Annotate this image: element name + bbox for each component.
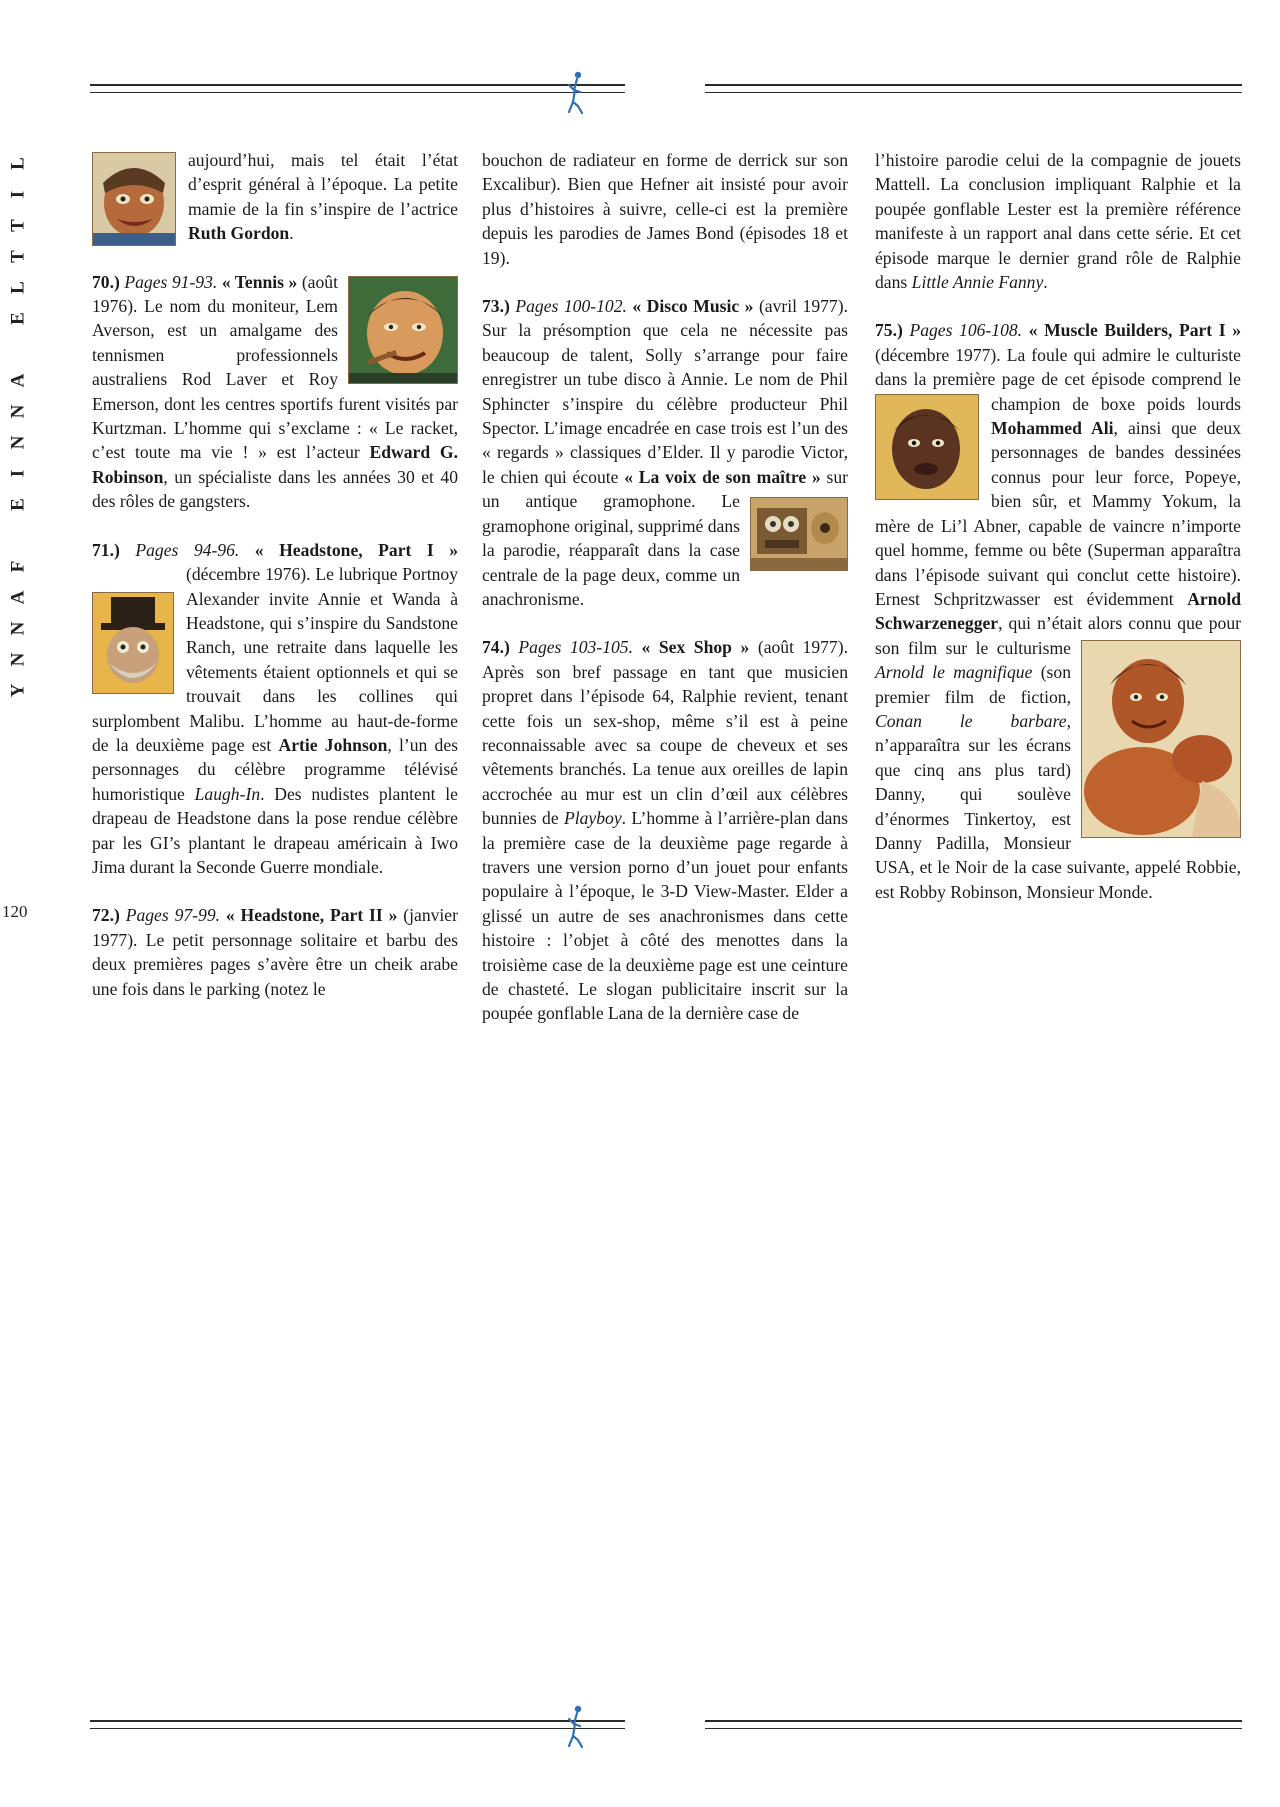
paragraph: 72.) Pages 97-99. « Headstone, Part II » (janvier 1977). Le petit personnage solitaire et barbu des deux premières pages s’avère être un cheik arabe une fois dans le parking (notez le — [92, 905, 458, 999]
bottom-rule — [90, 1716, 1242, 1756]
paragraph: 70.) Pages 91-93. « Tennis » (août 1976). Le nom du moniteur, Lem Averson, est un amalgame des tennismen professionnels australiens Rod Laver et Roy Emerson, dont les centres sportifs furent visités par Kurtzman. L’homme qui s’exclame : « Le racket, c’est toute ma vie ! » est l’acteur Edward G. Robinson, un spécialiste dans les années 30 et 40 des rôles de gangsters. — [92, 271, 458, 512]
paragraph: 75.) Pages 106-108. « Muscle Builders, Part I » (décembre 1977). La foule qui admire le culturiste dans la première page de cet épisode comprend le champion de boxe poids lourds Mohammed Ali, ainsi que deux personnages de bandes dessinées connus pour leur force, Popeye, bien sûr, et Mammy Yokum, la mère de Li’l Abner, capable de vaincre n’importe quel homme, femme ou bête (Superman apparaîtra dans l’épisode suivant qui conclut cette histoire). Ernest Schpritzwasser est évidemment Arnold Schwarzenegger, qui n’était alors connu que pour son film sur le culturisme Arnold le magnifique (son premier film de fiction, Conan le barbare, n’apparaîtra sur les écrans que cinq ans plus tard) Danny, qui soulève d’énormes Tinkertoy, est Danny Padilla, Monsieur USA, et le Noir de la case suivante, appelé Robbie, est Robby Robinson, Monsieur Monde. — [875, 320, 1241, 902]
column-2 — [482, 148, 848, 1050]
portrait-illustration — [92, 152, 176, 246]
column-3 — [875, 148, 1241, 928]
side-running-title: L I T T L E A N N I E F A N N Y — [7, 157, 29, 698]
paragraph: aujourd’hui, mais tel était l’état d’esprit général à l’époque. La petite mamie de la fin s’inspire de l’actrice Ruth Gordon. — [92, 148, 458, 246]
page-number: 120 — [2, 902, 28, 921]
top-rule — [90, 80, 1242, 120]
gramophone-illustration — [750, 497, 848, 571]
portrait-illustration — [875, 394, 979, 500]
column-1 — [92, 148, 458, 1025]
paragraph: l’histoire parodie celui de la compagnie de jouets Mattell. La conclusion impliquant Ralphie et la poupée gonflable Lester est la première référence manifeste à un rapport anal dans cette série. Et cet épisode marque le dernier grand rôle de Ralphie dans Little Annie Fanny. — [875, 150, 1241, 293]
paragraph: 73.) Pages 100-102. « Disco Music » (avril 1977). Sur la présomption que cela ne nécessite pas beaucoup de talent, Solly s’arrange pour faire enregistrer un tube disco à Annie. Le nom de Phil Sphincter s’inspire du célèbre producteur Phil Spector. L’image encadrée en case trois est l’un des « regards » classiques d’Elder. Il y parodie Victor, le chien qui écoute « La voix de son maître » sur un antique gramophone. Le gramophone original, supprimé dans la parodie, réapparaît dans la case centrale de la page deux, comme un anachronisme. — [482, 296, 848, 609]
dancing-figure-icon — [560, 70, 592, 114]
portrait-illustration — [348, 276, 458, 384]
paragraph: 71.) Pages 94-96. « Headstone, Part I » (décembre 1976). Le lubrique Portnoy Alexander invite Annie et Wanda à Headstone, qui s’inspire du Sandstone Ranch, une retraite dans laquelle les vêtements étaient optionnels et qui se trouvait dans les collines qui surplombent Malibu. L’homme au haut-de-forme de la deuxième page est Artie Johnson, l’un des personnages du célèbre programme télévisé humoristique Laugh-In. Des nudistes plantent le drapeau de Headstone dans la pose rendue célèbre par les GI’s plantant le drapeau américain à Iwo Jima durant la Seconde Guerre mondiale. — [92, 539, 458, 877]
paragraph: bouchon de radiateur en forme de derrick sur son Excalibur). Bien que Hefner ait insisté pour avoir plus d’histoires à suivre, celle-ci est la première depuis les parodies de James Bond (épisodes 18 et 19). — [482, 150, 848, 268]
portrait-illustration — [92, 592, 174, 694]
bodybuilder-illustration — [1081, 640, 1241, 838]
dancing-figure-icon — [560, 1704, 592, 1748]
paragraph: 74.) Pages 103-105. « Sex Shop » (août 1977). Après son bref passage en tant que musicien propret dans l’épisode 64, Ralphie revient, tenant cette fois un sex-shop, même s’il est à peine reconnaissable avec sa coupe de cheveux et ses vêtements branchés. La tenue aux oreilles de lapin accrochée au mur est un clin d’œil aux célèbres bunnies de Playboy. L’homme à l’arrière-plan dans la première case de la deuxième page regarde à travers une version porno d’un jouet pour enfants populaire à l’époque, le 3-D View-Master. Elder a glissé un autre de ses anachronismes dans cette histoire : l’objet à côté des menottes dans la troisième case de la deuxième page est une ceinture de chasteté. Le slogan publicitaire inscrit sur la poupée gonflable Lana de la dernière case de — [482, 637, 848, 1024]
